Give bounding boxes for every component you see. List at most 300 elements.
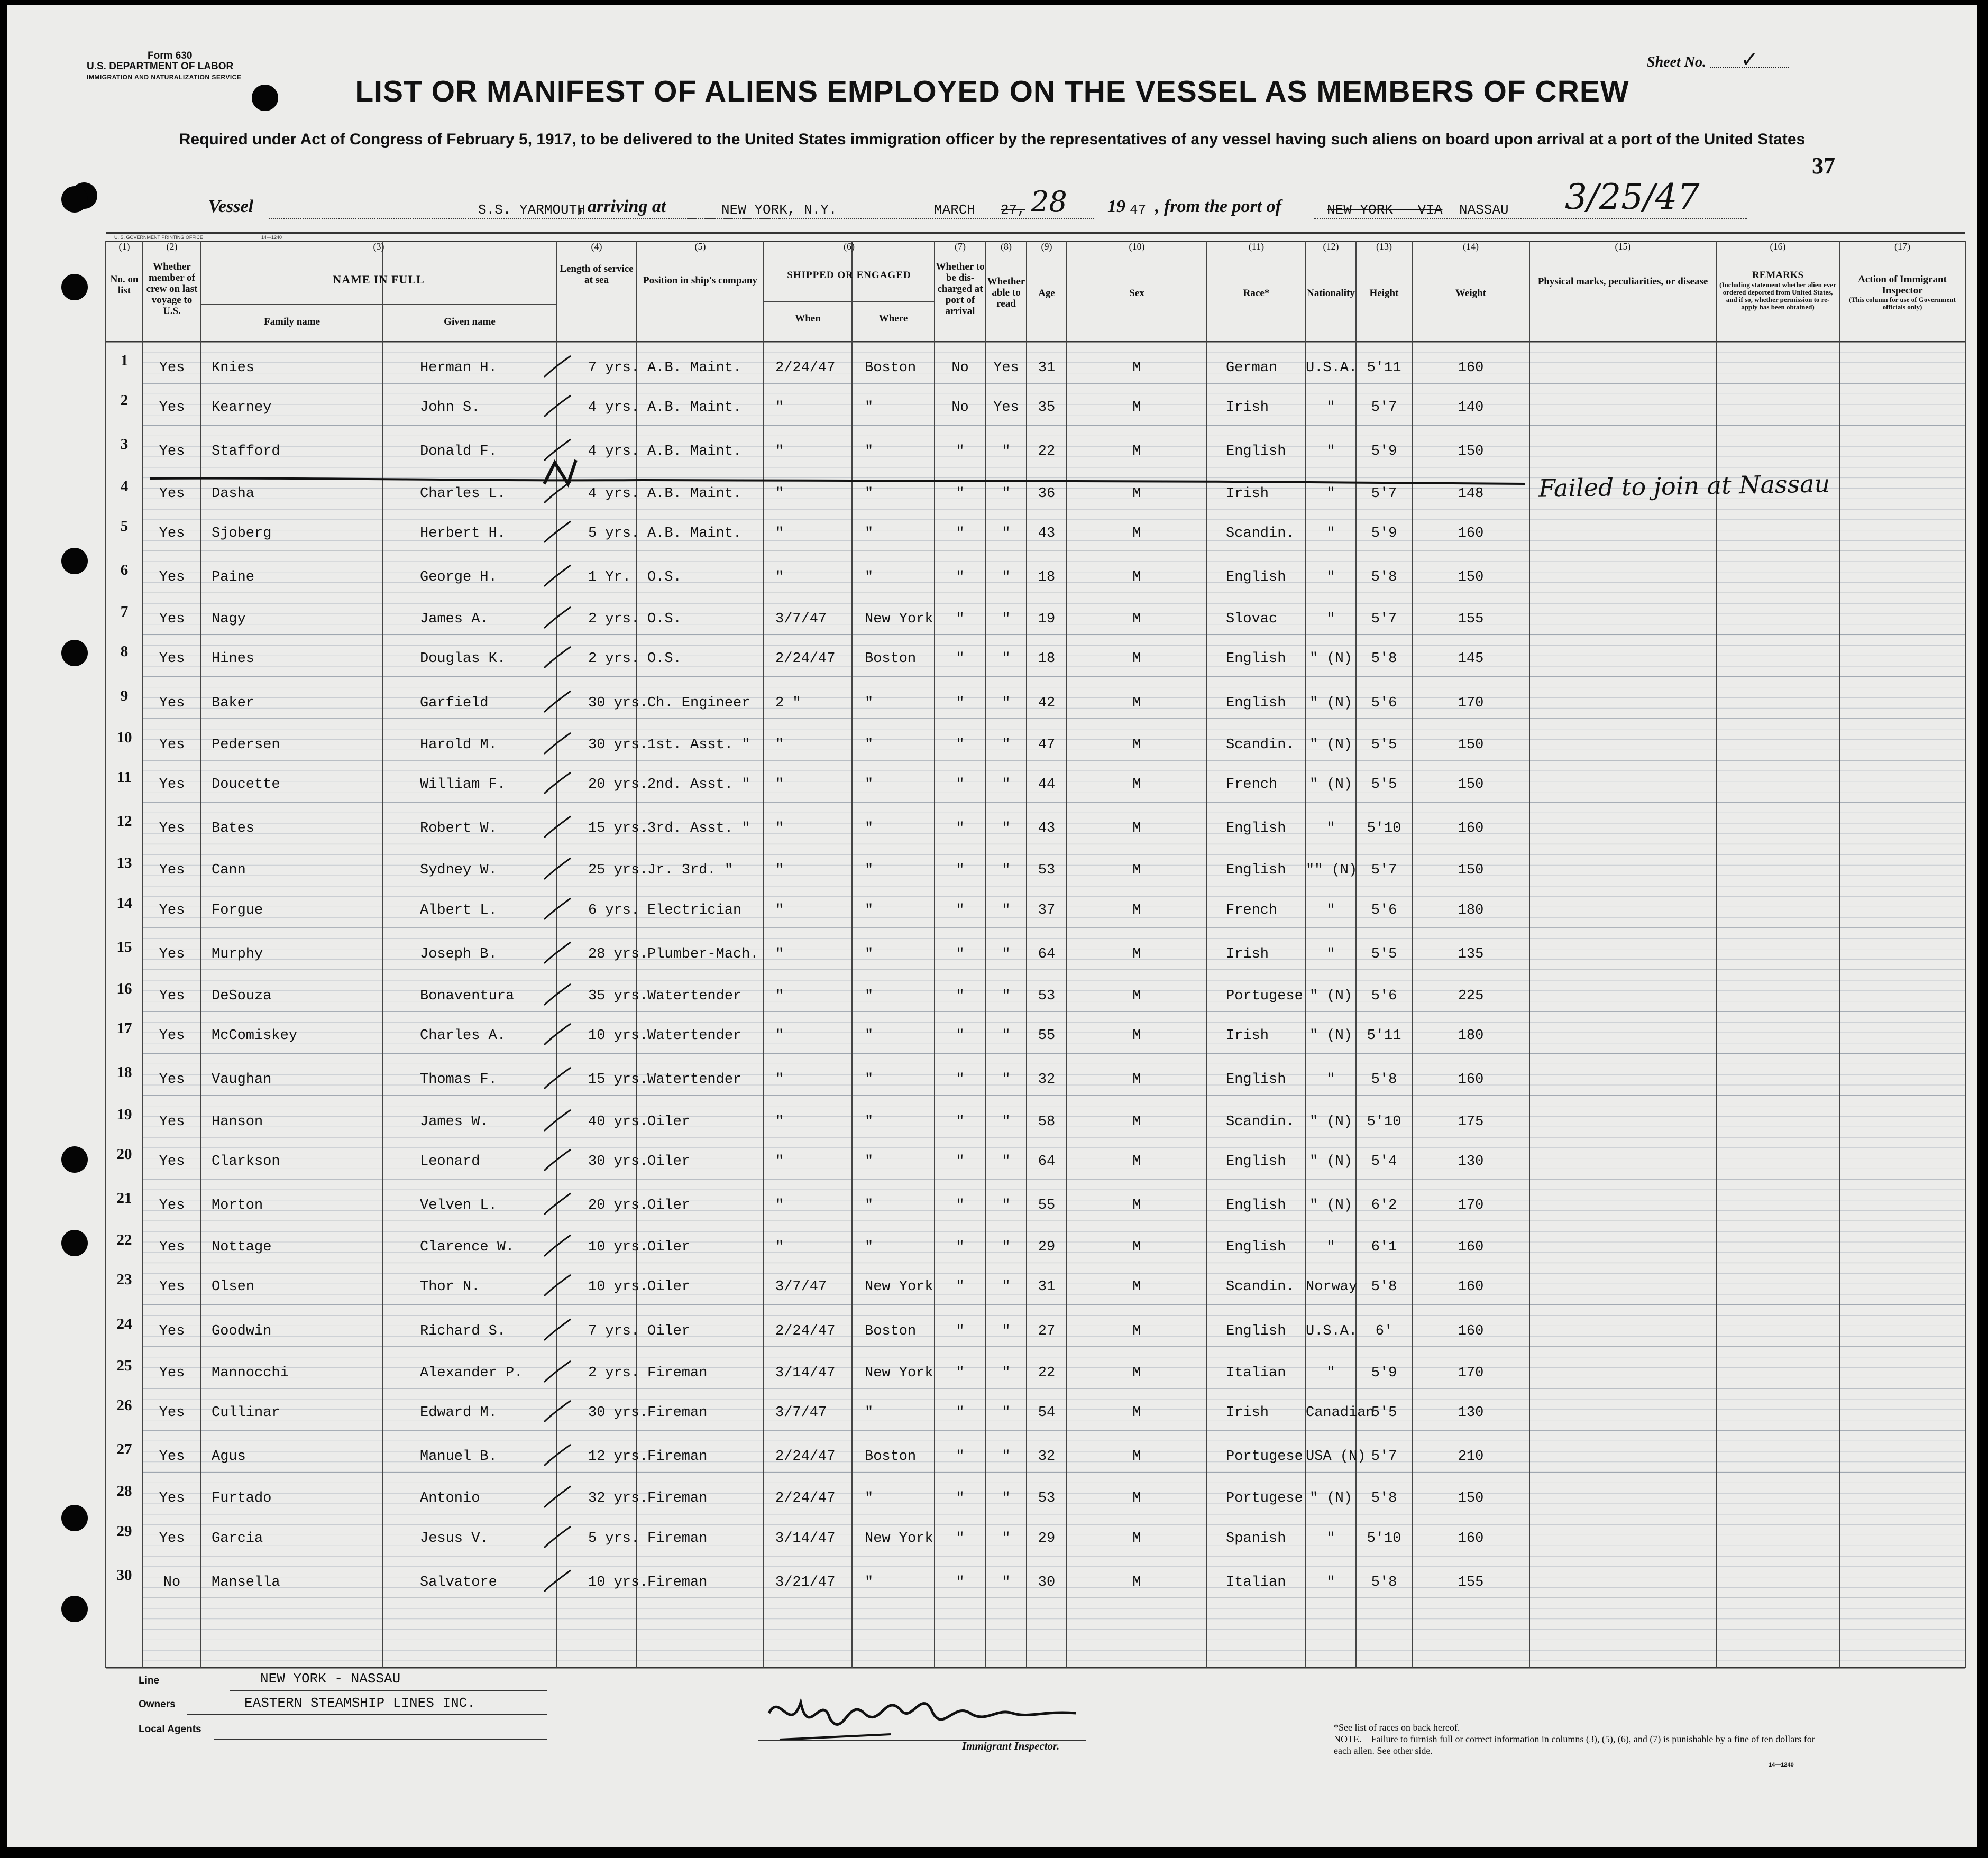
cell-when: " bbox=[775, 821, 784, 837]
cell-height: 5'6 bbox=[1371, 902, 1397, 918]
cell-race: English bbox=[1226, 821, 1286, 837]
cell-age: 43 bbox=[1038, 525, 1056, 541]
cell-read: " bbox=[1002, 569, 1011, 585]
cell-height: 5'8 bbox=[1371, 651, 1397, 667]
cell-when: " bbox=[775, 1239, 784, 1256]
cell-nationality: "" (N) bbox=[1306, 862, 1358, 879]
cell-given: Charles L. bbox=[420, 485, 506, 502]
cell-read: " bbox=[1002, 737, 1011, 753]
service-check-mark bbox=[542, 1398, 573, 1424]
agents-label: Local Agents bbox=[139, 1724, 201, 1735]
cell-sex: M bbox=[1132, 821, 1141, 837]
cell-family: DeSouza bbox=[212, 988, 272, 1004]
cell-crew: Yes bbox=[159, 902, 185, 918]
cell-height: 5'10 bbox=[1367, 1530, 1401, 1547]
cell-sex: M bbox=[1132, 1114, 1141, 1130]
cell-discharged: " bbox=[956, 651, 965, 667]
cell-crew: Yes bbox=[159, 611, 185, 628]
cell-read: " bbox=[1002, 1323, 1011, 1339]
column-header-8: Whether able to read bbox=[987, 276, 1025, 309]
service-check-mark bbox=[542, 1232, 573, 1259]
cell-age: 31 bbox=[1038, 360, 1056, 376]
cell-discharged: " bbox=[956, 1028, 965, 1044]
cell-when: 2/24/47 bbox=[775, 1449, 836, 1465]
cell-where: " bbox=[865, 695, 874, 711]
cell-discharged: " bbox=[956, 569, 965, 585]
column-number-14: (14) bbox=[1463, 241, 1479, 252]
row-number: 3 bbox=[120, 436, 129, 453]
cell-race: Irish bbox=[1226, 400, 1269, 416]
cell-nationality: " bbox=[1326, 1072, 1335, 1088]
cell-race: Slovac bbox=[1226, 611, 1278, 628]
row-number: 16 bbox=[116, 980, 132, 997]
cell-where: " bbox=[865, 737, 874, 753]
cell-sex: M bbox=[1132, 902, 1141, 918]
cell-sex: M bbox=[1132, 737, 1141, 753]
cell-where: " bbox=[865, 485, 874, 502]
cell-family: McComiskey bbox=[212, 1028, 298, 1044]
cell-height: 5'11 bbox=[1367, 1028, 1401, 1044]
cell-when: 3/21/47 bbox=[775, 1574, 836, 1590]
cell-discharged: " bbox=[956, 737, 965, 753]
cell-discharged: " bbox=[956, 1072, 965, 1088]
cell-given: Edward M. bbox=[420, 1405, 497, 1421]
cell-crew: Yes bbox=[159, 1323, 185, 1339]
cell-weight: 160 bbox=[1458, 1530, 1484, 1547]
cell-height: 5'9 bbox=[1371, 1365, 1397, 1381]
owners-label: Owners bbox=[139, 1699, 176, 1710]
cell-given: Albert L. bbox=[420, 902, 497, 918]
cell-nationality: " (N) bbox=[1309, 695, 1352, 711]
cell-discharged: " bbox=[956, 1530, 965, 1547]
cell-service: 5 yrs. bbox=[588, 525, 640, 541]
column-header-15: Physical marks, peculiarities, or disease bbox=[1537, 276, 1708, 287]
cell-when: " bbox=[775, 1153, 784, 1170]
cell-age: 19 bbox=[1038, 611, 1056, 628]
row-number: 23 bbox=[116, 1271, 132, 1289]
cell-read: " bbox=[1002, 651, 1011, 667]
cell-nationality: U.S.A. bbox=[1306, 360, 1358, 376]
cell-read: " bbox=[1002, 1279, 1011, 1295]
cell-sex: M bbox=[1132, 1530, 1141, 1547]
cell-given: Manuel B. bbox=[420, 1449, 497, 1465]
column-number-17: (17) bbox=[1894, 241, 1910, 252]
cell-weight: 135 bbox=[1458, 946, 1484, 962]
cell-given: Garfield bbox=[420, 695, 489, 711]
cell-age: 27 bbox=[1038, 1323, 1056, 1339]
service-check-mark bbox=[542, 1484, 573, 1510]
cell-age: 32 bbox=[1038, 1449, 1056, 1465]
cell-when: " bbox=[775, 1114, 784, 1130]
cell-nationality: USA (N) bbox=[1306, 1449, 1366, 1465]
cell-where: " bbox=[865, 821, 874, 837]
cell-sex: M bbox=[1132, 1198, 1141, 1213]
service-check-mark bbox=[542, 770, 573, 796]
cell-age: 31 bbox=[1038, 1279, 1056, 1295]
cell-height: 5'9 bbox=[1371, 525, 1397, 541]
cell-when: " bbox=[775, 902, 784, 918]
cell-crew: Yes bbox=[159, 821, 185, 837]
cell-when: 2/24/47 bbox=[775, 360, 836, 376]
cell-given: Joseph B. bbox=[420, 946, 497, 962]
cell-service: 2 yrs. bbox=[588, 1365, 640, 1381]
cell-where: Boston bbox=[865, 1449, 917, 1465]
cell-height: 5'9 bbox=[1371, 444, 1397, 460]
cell-family: Doucette bbox=[212, 777, 280, 793]
cell-read: " bbox=[1002, 1239, 1011, 1256]
cell-height: 5'4 bbox=[1371, 1153, 1397, 1170]
document-subtitle: Required under Act of Congress of February 5, 1917, to be delivered to the United States immigration officer by the representatives of any vessel having such aliens on board upon arrival at a port of the United States bbox=[179, 131, 1806, 148]
cell-crew: Yes bbox=[159, 651, 185, 667]
cell-height: 5'6 bbox=[1371, 695, 1397, 711]
cell-sex: M bbox=[1132, 1405, 1141, 1421]
cell-discharged: " bbox=[956, 1491, 965, 1507]
cell-given: Thomas F. bbox=[420, 1072, 497, 1088]
cell-when: " bbox=[775, 525, 784, 541]
cell-age: 53 bbox=[1038, 988, 1056, 1004]
cell-height: 6'1 bbox=[1371, 1239, 1397, 1256]
cell-crew: Yes bbox=[159, 1198, 185, 1213]
cell-given: Thor N. bbox=[420, 1279, 480, 1295]
cell-age: 35 bbox=[1038, 400, 1056, 416]
cell-age: 22 bbox=[1038, 1365, 1056, 1381]
cell-where: " bbox=[865, 525, 874, 541]
cell-height: 5'8 bbox=[1371, 1072, 1397, 1088]
manifest-sheet bbox=[7, 5, 1977, 1847]
cell-crew: Yes bbox=[159, 1491, 185, 1507]
cell-service: 40 yrs. bbox=[588, 1114, 648, 1130]
cell-sex: M bbox=[1132, 1491, 1141, 1507]
cell-family: Knies bbox=[212, 360, 255, 376]
cell-given: Robert W. bbox=[420, 821, 497, 837]
cell-sex: M bbox=[1132, 1028, 1141, 1044]
cell-position: Ch. Engineer bbox=[647, 695, 750, 711]
cell-nationality: " bbox=[1326, 485, 1335, 502]
cell-position: Electrician bbox=[647, 902, 742, 918]
cell-race: Irish bbox=[1226, 1405, 1269, 1421]
row-number: 6 bbox=[120, 562, 129, 578]
cell-discharged: " bbox=[956, 1279, 965, 1295]
cell-service: 12 yrs. bbox=[588, 1449, 648, 1465]
cell-age: 58 bbox=[1038, 1114, 1056, 1130]
form-number: Form 630 bbox=[148, 50, 193, 61]
cell-crew: Yes bbox=[159, 1028, 185, 1044]
column-number-9: (9) bbox=[1041, 241, 1052, 252]
cell-position: A.B. Maint. bbox=[647, 444, 742, 460]
cell-discharged: " bbox=[956, 988, 965, 1004]
cell-nationality: " (N) bbox=[1309, 1028, 1352, 1044]
cell-position: Oiler bbox=[647, 1198, 691, 1213]
cell-crew: Yes bbox=[159, 400, 185, 416]
cell-position: Oiler bbox=[647, 1279, 691, 1295]
cell-family: Bates bbox=[212, 821, 255, 837]
cell-crew: Yes bbox=[159, 525, 185, 541]
column-header-11: Race* bbox=[1243, 288, 1270, 299]
service-check-mark bbox=[542, 1272, 573, 1299]
cell-when: 3/7/47 bbox=[775, 1279, 827, 1295]
row-number: 2 bbox=[120, 392, 129, 409]
cell-weight: 175 bbox=[1458, 1114, 1484, 1130]
cell-weight: 155 bbox=[1458, 611, 1484, 628]
sheet-value: ✓ bbox=[1710, 53, 1789, 68]
cell-position: 1st. Asst. " bbox=[647, 737, 750, 753]
arrival-year: 47 bbox=[1130, 202, 1147, 218]
cell-crew: Yes bbox=[159, 1449, 185, 1465]
footer-form-code: 14—1240 bbox=[1769, 1762, 1794, 1768]
column-number-12: (12) bbox=[1323, 241, 1339, 252]
cell-when: 2/24/47 bbox=[775, 1323, 836, 1339]
cell-age: 36 bbox=[1038, 485, 1056, 502]
cell-sex: M bbox=[1132, 360, 1141, 376]
column-header-2: Whether member of crew on last voyage to U.S. bbox=[146, 261, 198, 317]
department-name: U.S. DEPARTMENT OF LABOR bbox=[87, 61, 234, 72]
cell-where: " bbox=[865, 988, 874, 1004]
row-number: 26 bbox=[116, 1397, 132, 1414]
column-number-11: (11) bbox=[1248, 241, 1265, 252]
column-header-3: NAME IN FULL bbox=[333, 273, 425, 286]
column-number-13: (13) bbox=[1376, 241, 1392, 252]
cell-race: English bbox=[1226, 1153, 1286, 1170]
cell-family: Olsen bbox=[212, 1279, 255, 1295]
cell-position: Fireman bbox=[647, 1530, 708, 1547]
cell-nationality: " (N) bbox=[1309, 777, 1352, 793]
cell-service: 2 yrs. bbox=[588, 611, 640, 628]
cell-read: " bbox=[1002, 777, 1011, 793]
cell-crew: Yes bbox=[159, 360, 185, 376]
row-number: 27 bbox=[116, 1441, 132, 1458]
cell-family: Nagy bbox=[212, 611, 246, 628]
cell-race: Irish bbox=[1226, 946, 1269, 962]
cell-given: Clarence W. bbox=[420, 1239, 515, 1256]
column-number-5: (5) bbox=[694, 241, 706, 252]
cell-where: Boston bbox=[865, 651, 917, 667]
cell-where: " bbox=[865, 1239, 874, 1256]
cell-read: " bbox=[1002, 862, 1011, 879]
cell-age: 47 bbox=[1038, 737, 1056, 753]
cell-service: 30 yrs. bbox=[588, 1405, 648, 1421]
cell-sex: M bbox=[1132, 651, 1141, 667]
cell-sex: M bbox=[1132, 1279, 1141, 1295]
remark-row3: Failed to join at Nassau bbox=[1538, 469, 1830, 503]
cell-position: Fireman bbox=[647, 1449, 708, 1465]
cell-weight: 130 bbox=[1458, 1153, 1484, 1170]
cell-when: " bbox=[775, 569, 784, 585]
cell-position: A.B. Maint. bbox=[647, 360, 742, 376]
cell-discharged: " bbox=[956, 862, 965, 879]
cell-given: Salvatore bbox=[420, 1574, 497, 1590]
cell-crew: Yes bbox=[159, 862, 185, 879]
cell-height: 6'2 bbox=[1371, 1198, 1397, 1213]
cell-family: Cullinar bbox=[212, 1405, 280, 1421]
cell-crew: Yes bbox=[159, 569, 185, 585]
service-check-mark bbox=[542, 644, 573, 670]
cell-where: " bbox=[865, 1028, 874, 1044]
cell-where: " bbox=[865, 902, 874, 918]
cell-race: French bbox=[1226, 902, 1278, 918]
service-check-mark bbox=[542, 393, 573, 419]
cell-service: 7 yrs. bbox=[588, 1323, 640, 1339]
row-number: 30 bbox=[116, 1566, 132, 1584]
cell-race: Scandin. bbox=[1226, 525, 1295, 541]
cell-family: Murphy bbox=[212, 946, 263, 962]
cell-service: 10 yrs. bbox=[588, 1574, 648, 1590]
row-number: 18 bbox=[116, 1064, 132, 1081]
cell-sex: M bbox=[1132, 695, 1141, 711]
cell-sex: M bbox=[1132, 988, 1141, 1004]
cell-where: " bbox=[865, 400, 874, 416]
column-header-17-sub: (This column for use of Government officials only) bbox=[1849, 296, 1956, 311]
row-number: 12 bbox=[116, 813, 132, 830]
column-header-7: Whether to be dis-charged at port of arrival bbox=[936, 261, 985, 317]
cell-given: Sydney W. bbox=[420, 862, 497, 879]
cell-given: Donald F. bbox=[420, 444, 497, 460]
cell-nationality: " bbox=[1326, 902, 1335, 918]
row-number: 29 bbox=[116, 1522, 132, 1540]
cell-family: Sjoberg bbox=[212, 525, 272, 541]
cell-race: Scandin. bbox=[1226, 737, 1295, 753]
cell-weight: 150 bbox=[1458, 862, 1484, 879]
row-number: 7 bbox=[120, 603, 129, 621]
cell-family: Clarkson bbox=[212, 1153, 280, 1170]
cell-crew: Yes bbox=[159, 1072, 185, 1088]
cell-family: Mansella bbox=[212, 1574, 280, 1590]
cell-position: O.S. bbox=[647, 611, 682, 628]
column-header-13: Height bbox=[1369, 288, 1399, 299]
cell-weight: 148 bbox=[1458, 485, 1484, 502]
cell-discharged: " bbox=[956, 1405, 965, 1421]
cell-height: 5'7 bbox=[1371, 1449, 1397, 1465]
cell-discharged: " bbox=[956, 821, 965, 837]
cell-position: Jr. 3rd. " bbox=[647, 862, 734, 879]
cell-given: Leonard bbox=[420, 1153, 480, 1170]
from-port-label: , from the port of bbox=[1155, 197, 1281, 216]
cell-weight: 160 bbox=[1458, 525, 1484, 541]
footer-note bbox=[1334, 1722, 1820, 1756]
cell-nationality: " (N) bbox=[1309, 651, 1352, 667]
arrival-month: MARCH bbox=[934, 202, 976, 218]
arriving-port: NEW YORK, N.Y. bbox=[721, 202, 837, 218]
cell-sex: M bbox=[1132, 1365, 1141, 1381]
cell-where: " bbox=[865, 1153, 874, 1170]
cell-where: " bbox=[865, 569, 874, 585]
service-check-mark bbox=[542, 1317, 573, 1343]
cell-position: A.B. Maint. bbox=[647, 485, 742, 502]
cell-crew: Yes bbox=[159, 946, 185, 962]
cell-age: 22 bbox=[1038, 444, 1056, 460]
cell-service: 30 yrs. bbox=[588, 695, 648, 711]
service-check-mark bbox=[542, 940, 573, 966]
column-number-6: (6) bbox=[844, 241, 855, 252]
cell-family: Goodwin bbox=[212, 1323, 272, 1339]
column-header-16: REMARKS bbox=[1752, 270, 1804, 281]
cell-read: Yes bbox=[993, 360, 1019, 376]
cell-crew: Yes bbox=[159, 485, 185, 502]
cell-height: 5'8 bbox=[1371, 1574, 1397, 1590]
column-number-10: (10) bbox=[1129, 241, 1145, 252]
service-name: IMMIGRATION AND NATURALIZATION SERVICE bbox=[87, 73, 242, 81]
cell-family: Paine bbox=[212, 569, 255, 585]
cell-sex: M bbox=[1132, 1574, 1141, 1590]
cell-where: New York bbox=[865, 611, 933, 628]
cell-service: 15 yrs. bbox=[588, 1072, 648, 1088]
cell-discharged: " bbox=[956, 1365, 965, 1381]
cell-sex: M bbox=[1132, 1323, 1141, 1339]
cell-service: 10 yrs. bbox=[588, 1279, 648, 1295]
cell-race: English bbox=[1226, 444, 1286, 460]
cell-read: " bbox=[1002, 1530, 1011, 1547]
cell-weight: 170 bbox=[1458, 695, 1484, 711]
cell-family: Pedersen bbox=[212, 737, 280, 753]
service-check-mark bbox=[542, 353, 573, 380]
service-check-mark bbox=[542, 688, 573, 715]
cell-age: 29 bbox=[1038, 1530, 1056, 1547]
cell-family: Cann bbox=[212, 862, 246, 879]
vessel-name: S.S. YARMOUTH bbox=[478, 202, 585, 218]
cell-position: Fireman bbox=[647, 1405, 708, 1421]
cell-position: A.B. Maint. bbox=[647, 525, 742, 541]
cell-service: 30 yrs. bbox=[588, 1153, 648, 1170]
service-check-mark bbox=[542, 479, 573, 505]
cell-where: " bbox=[865, 1072, 874, 1088]
cell-when: 3/14/47 bbox=[775, 1365, 836, 1381]
row-number: 14 bbox=[116, 894, 132, 912]
cell-read: " bbox=[1002, 444, 1011, 460]
cell-given: Alexander P. bbox=[420, 1365, 523, 1381]
cell-where: New York bbox=[865, 1279, 933, 1295]
year-prefix: 19 bbox=[1107, 197, 1125, 216]
cell-where: " bbox=[865, 1491, 874, 1507]
cell-age: 53 bbox=[1038, 1491, 1056, 1507]
cell-read: " bbox=[1002, 1405, 1011, 1421]
cell-discharged: " bbox=[956, 777, 965, 793]
cell-service: 30 yrs. bbox=[588, 737, 648, 753]
cell-family: Mannocchi bbox=[212, 1365, 289, 1381]
cell-sex: M bbox=[1132, 569, 1141, 585]
service-check-mark bbox=[542, 1191, 573, 1217]
cell-age: 42 bbox=[1038, 695, 1056, 711]
cell-read: " bbox=[1002, 695, 1011, 711]
cell-family: Baker bbox=[212, 695, 255, 711]
cell-position: O.S. bbox=[647, 569, 682, 585]
document-title: LIST OR MANIFEST OF ALIENS EMPLOYED ON THE VESSEL AS MEMBERS OF CREW bbox=[355, 75, 1629, 108]
cell-read: " bbox=[1002, 988, 1011, 1004]
column-number-2: (2) bbox=[166, 241, 178, 252]
cell-height: 5'5 bbox=[1371, 777, 1397, 793]
cell-discharged: " bbox=[956, 1574, 965, 1590]
cell-weight: 225 bbox=[1458, 988, 1484, 1004]
cell-where: " bbox=[865, 946, 874, 962]
cell-race: English bbox=[1226, 569, 1286, 585]
cell-discharged: " bbox=[956, 1323, 965, 1339]
line-label: Line bbox=[139, 1675, 160, 1686]
column-header-16-sub: (Including statement whether alien ever ordered deported from United States, and if so, whether permission to re-apply has been obtained) bbox=[1719, 281, 1836, 311]
cell-sex: M bbox=[1132, 1072, 1141, 1088]
cell-given: Douglas K. bbox=[420, 651, 506, 667]
cell-when: 2/24/47 bbox=[775, 1491, 836, 1507]
cell-read: " bbox=[1002, 1114, 1011, 1130]
cell-sex: M bbox=[1132, 444, 1141, 460]
cell-when: " bbox=[775, 1072, 784, 1088]
cell-sex: M bbox=[1132, 946, 1141, 962]
row-number: 24 bbox=[116, 1315, 132, 1332]
row-number: 21 bbox=[116, 1190, 132, 1207]
cell-where: " bbox=[865, 1114, 874, 1130]
cell-race: English bbox=[1226, 1198, 1286, 1213]
cell-nationality: " bbox=[1326, 444, 1335, 460]
cell-weight: 150 bbox=[1458, 444, 1484, 460]
cell-read: " bbox=[1002, 1198, 1011, 1213]
cell-where: " bbox=[865, 1405, 874, 1421]
